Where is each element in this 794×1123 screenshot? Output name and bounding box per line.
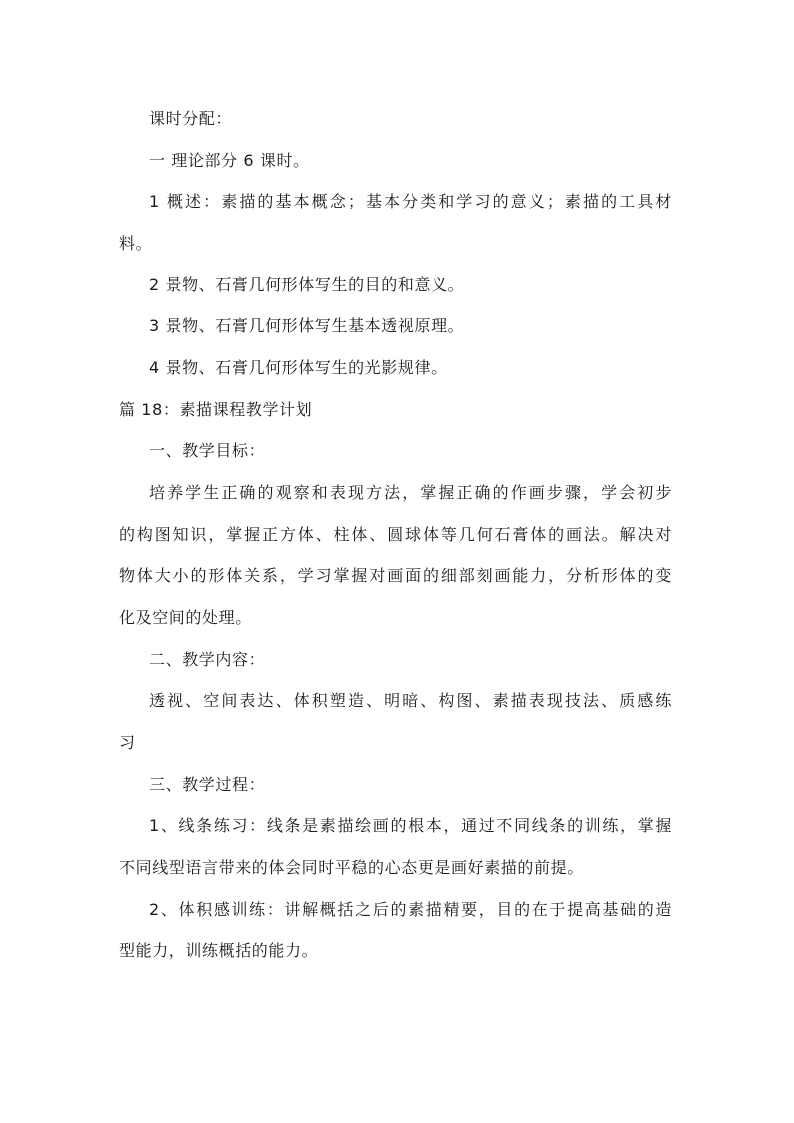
text-line: 4 景物、石膏几何形体写生的光影规律。 <box>149 358 448 377</box>
text-line: 料。 <box>119 234 153 253</box>
text-line: 一 理论部分 6 课时。 <box>149 151 310 170</box>
text-line: 3 景物、石膏几何形体写生基本透视原理。 <box>149 316 465 335</box>
text-line: 习 <box>119 733 136 752</box>
text-line: 的构图知识，掌握正方体、柱体、圆球体等几何石膏体的画法。解决对 <box>119 525 672 544</box>
text-line: 三、教学过程： <box>149 775 266 794</box>
text-line: 一、教学目标： <box>149 441 266 460</box>
text-line: 1、线条练习：线条是素描绘画的根本，通过不同线条的训练，掌握 <box>149 816 672 835</box>
text-line: 化及空间的处理。 <box>119 608 252 627</box>
text-line: 透视、空间表达、体积塑造、明暗、构图、素描表现技法、质感练 <box>149 691 672 710</box>
text-line: 物体大小的形体关系，学习掌握对画面的细部刻画能力，分析形体的变 <box>119 566 672 585</box>
text-line: 培养学生正确的观察和表现方法，掌握正确的作画步骤，学会初步 <box>149 483 672 502</box>
text-line: 二、教学内容： <box>149 650 266 669</box>
text-line: 2、体积感训练：讲解概括之后的素描精要，目的在于提高基础的造 <box>149 900 672 919</box>
text-line: 型能力，训练概括的能力。 <box>119 941 319 960</box>
text-line: 课时分配： <box>149 109 233 128</box>
text-line: 1 概述：素描的基本概念；基本分类和学习的意义；素描的工具材 <box>149 192 672 211</box>
text-line: 2 景物、石膏几何形体写生的目的和意义。 <box>149 275 465 294</box>
section-heading: 篇 18：素描课程教学计划 <box>119 400 313 419</box>
text-line: 不同线型语言带来的体会同时平稳的心态更是画好素描的前提。 <box>119 858 584 877</box>
